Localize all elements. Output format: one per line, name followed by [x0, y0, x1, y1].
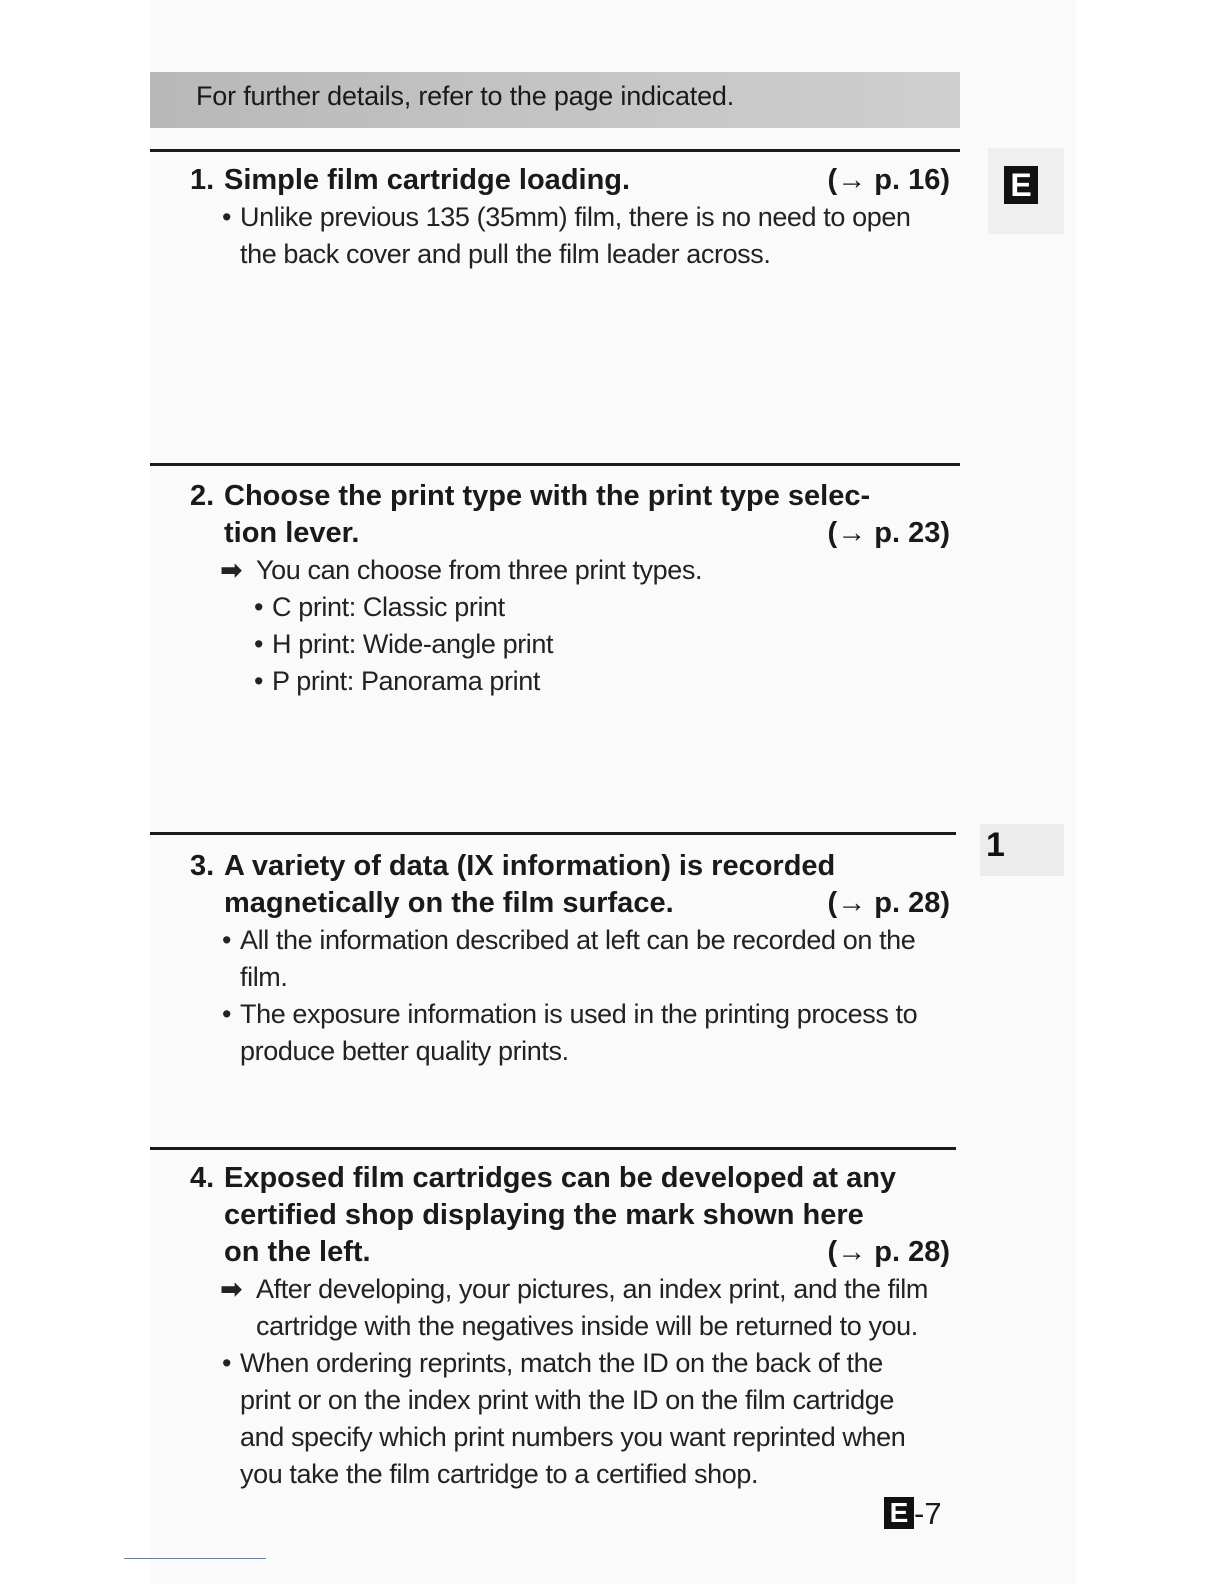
bullet-line: and specify which print numbers you want reprinted when [240, 1422, 906, 1452]
page-number [884, 1494, 942, 1534]
bullet-line: film. [240, 962, 288, 992]
bullet-marker: • [222, 202, 232, 232]
section-heading [190, 162, 960, 199]
page-number-suffix: -7 [914, 1496, 942, 1531]
language-tab-label: E [1004, 166, 1038, 204]
section-4 [190, 1160, 960, 1493]
section-title-line: Exposed film cartridges can be developed at any [224, 1162, 897, 1194]
result-item [190, 552, 960, 589]
section-title-line: on the left. [224, 1236, 371, 1268]
bullet-item [190, 199, 960, 273]
section-1 [190, 162, 960, 273]
section-number: 1. [190, 164, 215, 196]
bullet-line: Unlike previous 135 (35mm) film, there is no need to open [240, 202, 911, 232]
chapter-tab-label: 1 [986, 826, 1005, 864]
section-2 [190, 478, 960, 700]
section-title-line: magnetically on the film surface. [224, 887, 674, 919]
bullet-item [190, 922, 960, 996]
bullet-line: The exposure information is used in the printing process to [240, 999, 918, 1029]
bullet-item [190, 1345, 960, 1493]
bullet-line: C print: Classic print [272, 592, 505, 622]
page-reference: (→ p. 28) [827, 887, 950, 919]
bullet-line: When ordering reprints, match the ID on the back of the [240, 1348, 883, 1378]
section-title-line: A variety of data (IX information) is recorded [224, 850, 836, 882]
result-line: You can choose from three print types. [256, 555, 703, 585]
section-title-line: tion lever. [224, 517, 360, 549]
section-divider [150, 1147, 956, 1150]
result-item [190, 1271, 960, 1345]
section-heading [190, 478, 960, 552]
section-divider [150, 832, 956, 835]
section-heading [190, 1160, 960, 1271]
section-3 [190, 848, 960, 1070]
bullet-line: produce better quality prints. [240, 1036, 569, 1066]
section-divider [150, 149, 960, 152]
bullet-marker: • [254, 629, 264, 659]
page-number-prefix: E [884, 1497, 914, 1529]
bullet-item [190, 589, 960, 626]
bullet-line: P print: Panorama print [272, 666, 540, 696]
page-reference: (→ p. 23) [827, 517, 950, 549]
chapter-tab [980, 824, 1064, 876]
banner-text: For further details, refer to the page indicated. [196, 81, 735, 111]
section-divider [150, 463, 960, 466]
bullet-marker: • [254, 666, 264, 696]
bullet-marker: • [222, 999, 232, 1029]
result-line: After developing, your pictures, an index print, and the film [256, 1274, 928, 1304]
section-title-line: Simple film cartridge loading. [224, 164, 631, 196]
bullet-line: H print: Wide-angle print [272, 629, 554, 659]
bullet-marker: • [222, 1348, 232, 1378]
arrow-icon: ➡ [220, 1274, 243, 1304]
bullet-item [190, 663, 960, 700]
section-body [190, 199, 960, 273]
section-heading [190, 848, 960, 922]
page-reference: (→ p. 28) [827, 1236, 950, 1268]
section-body [190, 1271, 960, 1493]
bullet-line: the back cover and pull the film leader across. [240, 239, 771, 269]
section-title-line: Choose the print type with the print type selec- [224, 480, 871, 512]
section-number: 4. [190, 1162, 215, 1194]
page-reference: (→ p. 16) [827, 164, 950, 196]
bullet-item [190, 626, 960, 663]
section-number: 2. [190, 480, 215, 512]
scan-edge-line [124, 1558, 266, 1559]
arrow-icon: ➡ [220, 555, 243, 585]
bullet-marker: • [254, 592, 264, 622]
result-line: cartridge with the negatives inside will be returned to you. [256, 1311, 918, 1341]
bullet-line: you take the film cartridge to a certified shop. [240, 1459, 759, 1489]
section-body [190, 552, 960, 700]
language-tab [988, 148, 1064, 234]
bullet-item [190, 996, 960, 1070]
bullet-marker: • [222, 925, 232, 955]
bullet-line: All the information described at left can be recorded on the [240, 925, 916, 955]
section-number: 3. [190, 850, 215, 882]
bullet-line: print or on the index print with the ID on the film cartridge [240, 1385, 894, 1415]
section-title-line: certified shop displaying the mark shown here [224, 1199, 864, 1231]
details-banner [150, 72, 960, 128]
section-body [190, 922, 960, 1070]
